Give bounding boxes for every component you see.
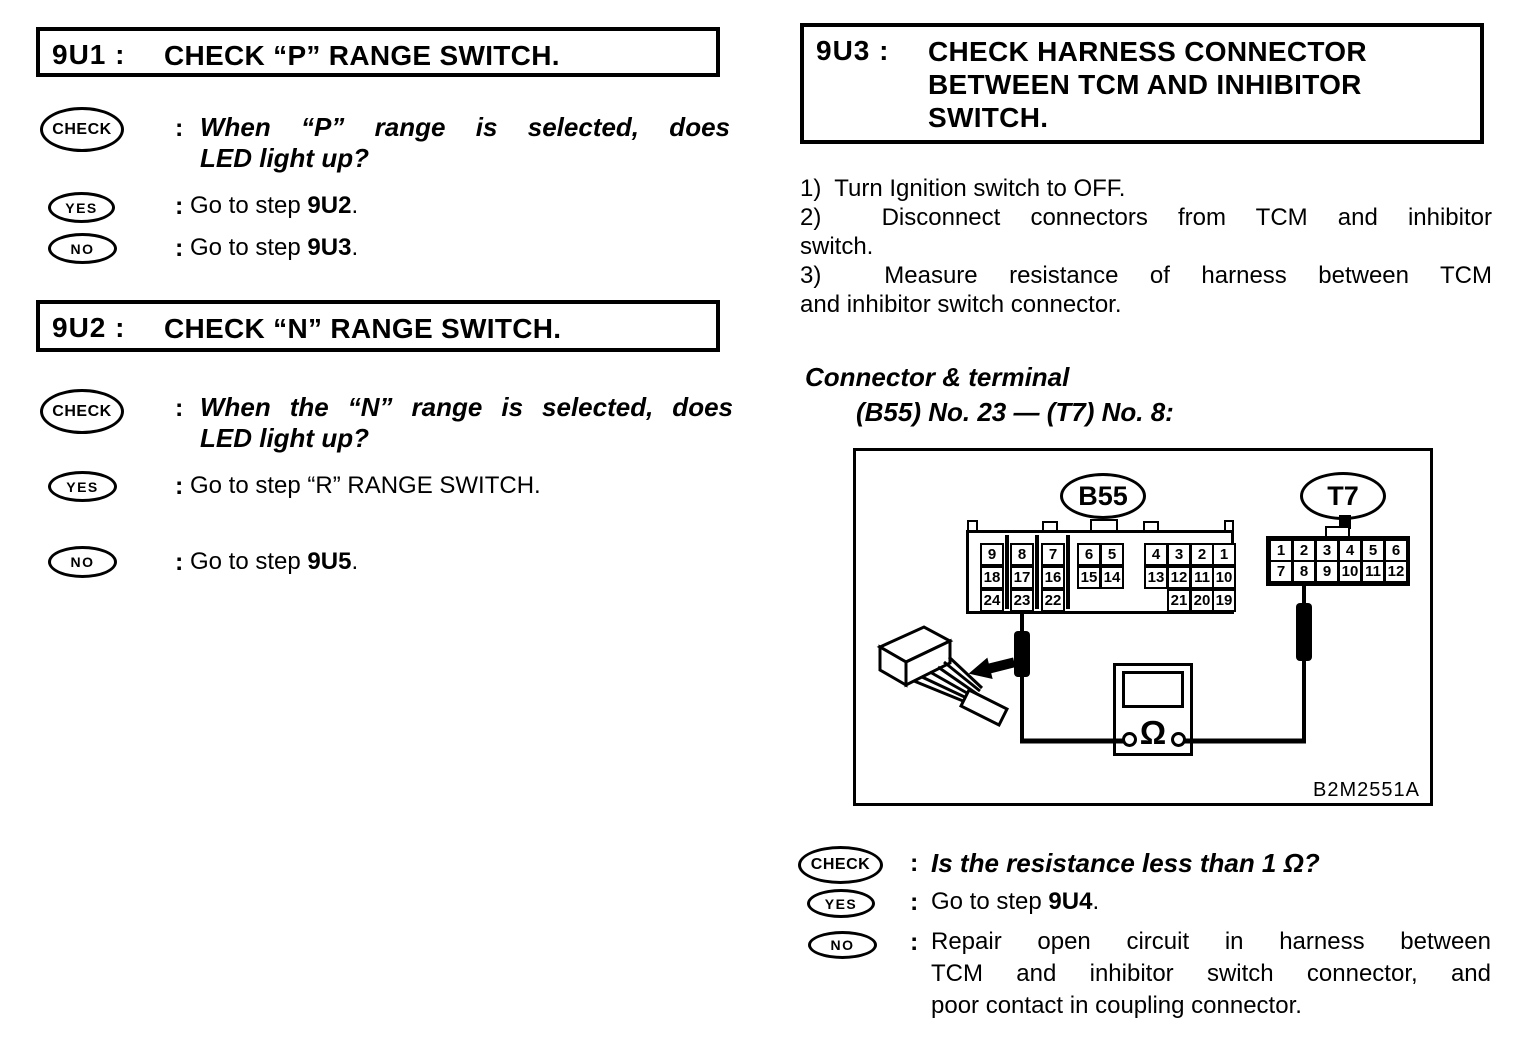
pin-cell: 24 [980,589,1004,612]
answer-text: Go to step “R” RANGE SWITCH. [190,472,541,499]
multimeter-display [1122,671,1184,708]
procedure-step-line: 2) Disconnect connectors from TCM and inhibitor [800,204,1492,231]
procedure-step-line: and inhibitor switch connector. [800,291,1122,318]
figure-code: B2M2551A [1313,779,1420,801]
procedure-step-line: 3) Measure resistance of harness between TCM [800,262,1492,289]
wiring-diagram-figure [853,448,1433,806]
pin-cell: 2 [1190,543,1214,566]
check-badge-label: CHECK [52,120,112,138]
meter-terminal [1171,732,1186,747]
question-line: LED light up? [200,143,369,173]
colon: : [910,888,919,916]
b55-divider [1005,535,1009,609]
pin-cell: 17 [1010,566,1034,589]
step-box-9u1 [36,27,720,77]
pin-cell: 11 [1190,566,1214,589]
pin-cell: 5 [1361,539,1385,562]
colon: : [175,192,184,220]
colon: : [175,548,184,576]
answer-line: TCM and inhibitor switch connector, and [931,960,1491,987]
ohm-symbol: Ω [1139,714,1167,751]
step-title-9u1: CHECK “P” RANGE SWITCH. [164,40,560,71]
no-badge-label: NO [70,240,95,257]
connector-terminal-detail: (B55) No. 23 — (T7) No. 8: [856,397,1174,427]
yes-badge [48,192,115,223]
pin-cell: 12 [1167,566,1191,589]
step-title-9u3 [928,35,1367,134]
answer-text: Go to step 9U3. [190,234,359,261]
check-badge [798,846,883,884]
colon: : [175,234,184,262]
pin-cell: 7 [1269,560,1293,583]
pin-cell: 7 [1041,543,1065,566]
yes-badge-label: YES [66,478,99,495]
pin-cell: 18 [980,566,1004,589]
colon: : [175,114,184,142]
pin-cell: 21 [1167,589,1191,612]
b55-label-text: B55 [1078,480,1128,511]
no-badge [48,233,117,264]
pin-cell: 5 [1100,543,1124,566]
question-text [200,112,730,174]
pin-cell: 8 [1010,543,1034,566]
question-line: When the “N” range is selected, does [200,392,733,422]
pin-cell: 1 [1269,539,1293,562]
b55-connector-label [1060,473,1146,519]
answer-text: Go to step 9U4. [931,888,1100,915]
check-badge-label: CHECK [810,856,871,873]
no-badge-label: NO [830,937,855,953]
b55-divider [1066,535,1070,609]
pin-cell: 3 [1167,543,1191,566]
colon: : [175,472,184,500]
colon: : [910,849,919,877]
pin-cell: 2 [1292,539,1316,562]
answer-text [931,926,1491,1022]
pin-cell: 13 [1144,566,1168,589]
pin-cell: 20 [1190,589,1214,612]
pin-cell: 12 [1384,560,1408,583]
yes-badge-label: YES [824,895,858,912]
step-id-9u2: 9U2 : [52,312,126,343]
yes-badge [807,889,875,918]
pin-cell: 22 [1041,589,1065,612]
step-title-line: CHECK HARNESS CONNECTOR [928,36,1367,67]
no-badge-label: NO [70,554,95,570]
procedure-step-line: 1) Turn Ignition switch to OFF. [800,175,1126,202]
pin-cell: 11 [1361,560,1385,583]
pin-cell: 9 [980,543,1004,566]
pin-cell: 9 [1315,560,1339,583]
pin-cell: 10 [1338,560,1362,583]
answer-text: Go to step 9U2. [190,192,359,219]
pin-cell: 16 [1041,566,1065,589]
pin-cell: 6 [1384,539,1408,562]
procedure-step-line: switch. [800,233,874,260]
pin-cell: 15 [1077,566,1101,589]
yes-badge-label: YES [65,199,98,216]
no-badge [48,546,117,578]
b55-connector [966,530,1234,614]
question-line: When “P” range is selected, does [200,112,730,142]
check-badge-label: CHECK [52,402,112,420]
procedure-steps [800,174,1492,319]
step-title-line: SWITCH. [928,102,1049,133]
check-badge [40,389,124,434]
pin-cell: 19 [1212,589,1236,612]
pin-cell: 23 [1010,589,1034,612]
step-title-9u2: CHECK “N” RANGE SWITCH. [164,313,562,344]
answer-line: poor contact in coupling connector. [931,992,1302,1019]
step-id-9u1: 9U1 : [52,39,126,70]
pin-cell: 4 [1338,539,1362,562]
pin-cell: 4 [1144,543,1168,566]
colon: : [175,394,184,422]
step-box-9u2 [36,300,720,352]
check-badge [40,107,124,152]
question-text [200,392,733,454]
answer-line: Repair open circuit in harness between [931,928,1491,955]
step-box-9u3 [800,23,1484,144]
meter-terminal [1122,732,1137,747]
colon: : [910,928,919,956]
t7-connector-label [1300,472,1386,520]
pin-cell: 3 [1315,539,1339,562]
t7-label-text: T7 [1327,480,1359,511]
pin-cell: 14 [1100,566,1124,589]
pin-cell: 1 [1212,543,1236,566]
t7-connector [1266,536,1410,586]
pin-cell: 8 [1292,560,1316,583]
step-title-line: BETWEEN TCM AND INHIBITOR [928,69,1362,100]
step-id-9u3: 9U3 : [816,35,890,66]
connector-terminal-heading: Connector & terminal [805,362,1070,392]
question-text: Is the resistance less than 1 Ω? [931,848,1320,878]
answer-text: Go to step 9U5. [190,548,359,575]
multimeter [1113,663,1193,756]
no-badge [808,931,877,959]
yes-badge [48,471,117,502]
pin-cell: 10 [1212,566,1236,589]
pin-cell: 6 [1077,543,1101,566]
test-lead-wire-left [1014,607,1128,741]
question-line: LED light up? [200,423,369,453]
b55-divider [1035,535,1039,609]
